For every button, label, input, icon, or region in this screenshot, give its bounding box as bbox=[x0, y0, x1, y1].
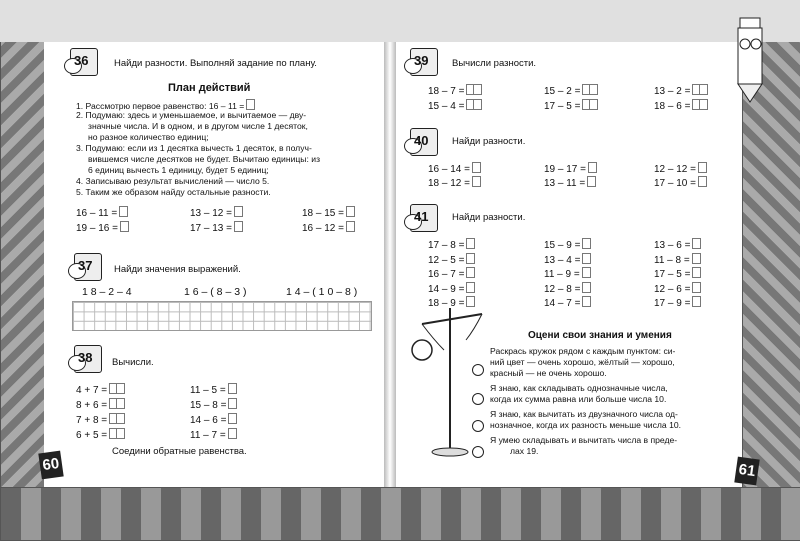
assessment-line: красный — не очень хорошо. bbox=[490, 368, 607, 378]
answer-box[interactable] bbox=[119, 206, 128, 217]
answer-box[interactable] bbox=[109, 398, 125, 409]
task-number: 36 bbox=[74, 53, 89, 68]
equation: 17 – 13 = bbox=[190, 221, 243, 234]
answer-box[interactable] bbox=[228, 383, 237, 394]
equation: 16 – 12 = bbox=[302, 221, 355, 234]
task-number: 37 bbox=[78, 258, 93, 273]
plan-line: 6 единиц вычесть 1 единицу, будет 5 единиц; bbox=[88, 165, 269, 175]
task-number: 40 bbox=[414, 133, 429, 148]
rating-circle[interactable] bbox=[472, 446, 484, 458]
answer-box[interactable] bbox=[466, 253, 475, 264]
plan-line: 4. Записываю результат вычислений — число 5. bbox=[76, 176, 270, 186]
answer-box[interactable] bbox=[582, 282, 591, 293]
equation: 14 – 7 = bbox=[544, 296, 591, 309]
task-40-badge bbox=[404, 128, 438, 158]
answer-box[interactable] bbox=[228, 413, 237, 424]
assessment-line: Раскрась кружок рядом с каждым пунктом: си- bbox=[490, 346, 676, 356]
answer-box[interactable] bbox=[466, 238, 475, 249]
book-spine bbox=[384, 42, 396, 487]
answer-box[interactable] bbox=[109, 413, 125, 424]
equation: 17 – 8 = bbox=[428, 238, 475, 251]
equation: 16 – 7 = bbox=[428, 267, 475, 280]
plan-line: 3. Подумаю: если из 1 десятка вычесть 1 десяток, в получ- bbox=[76, 143, 312, 153]
rating-circle[interactable] bbox=[472, 364, 484, 376]
plan-line: но разное количество единиц; bbox=[88, 132, 209, 142]
task-39-title: Вычисли разности. bbox=[452, 58, 537, 69]
equation: 18 – 15 = bbox=[302, 206, 355, 219]
plan-line: 1. Рассмотрю первое равенство: 16 – 11 = bbox=[76, 99, 255, 112]
answer-box[interactable] bbox=[692, 282, 701, 293]
expression: 1 8 – 2 – 4 bbox=[82, 286, 132, 298]
equation: 17 – 9 = bbox=[654, 296, 701, 309]
answer-box[interactable] bbox=[582, 238, 591, 249]
equation: 14 – 9 = bbox=[428, 282, 475, 295]
equation: 13 – 4 = bbox=[544, 253, 591, 266]
answer-box[interactable] bbox=[582, 267, 591, 278]
answer-box[interactable] bbox=[582, 296, 591, 307]
answer-box[interactable] bbox=[692, 296, 701, 307]
answer-box[interactable] bbox=[582, 253, 591, 264]
answer-box[interactable] bbox=[228, 428, 237, 439]
answer-box[interactable] bbox=[234, 206, 243, 217]
task-36-badge bbox=[64, 48, 98, 78]
answer-box[interactable] bbox=[472, 176, 481, 187]
plan-line: 5. Таким же образом найду остальные разности. bbox=[76, 187, 271, 197]
equation: 12 – 6 = bbox=[654, 282, 701, 295]
answer-box[interactable] bbox=[588, 162, 597, 173]
answer-box[interactable] bbox=[692, 238, 701, 249]
task-number: 38 bbox=[78, 350, 93, 365]
task-41-badge bbox=[404, 204, 438, 234]
equation: 14 – 6 = bbox=[190, 413, 237, 426]
answer-box[interactable] bbox=[692, 84, 708, 95]
task-39-badge bbox=[404, 48, 438, 78]
equation: 11 – 5 = bbox=[190, 383, 237, 396]
answer-box[interactable] bbox=[466, 84, 482, 95]
task-38-footer: Соедини обратные равенства. bbox=[112, 446, 247, 457]
answer-box[interactable] bbox=[246, 99, 255, 110]
equation: 13 – 12 = bbox=[190, 206, 243, 219]
assessment-line: нозначное, когда их разность меньше числа 10. bbox=[490, 420, 682, 430]
equation: 11 – 9 = bbox=[544, 267, 591, 280]
equation: 15 – 8 = bbox=[190, 398, 237, 411]
task-number: 41 bbox=[414, 209, 429, 224]
page-number-right: 61 bbox=[734, 457, 759, 486]
task-36-title: Найди разности. Выполняй задание по плану. bbox=[114, 58, 317, 69]
background-top bbox=[0, 0, 800, 42]
equation: 17 – 5 = bbox=[544, 99, 598, 112]
task-38-badge bbox=[68, 345, 102, 375]
task-41-title: Найди разности. bbox=[452, 212, 526, 223]
equation: 13 – 2 = bbox=[654, 84, 708, 97]
answer-box[interactable] bbox=[692, 99, 708, 110]
answer-box[interactable] bbox=[587, 176, 596, 187]
expression: 1 6 – ( 8 – 3 ) bbox=[184, 286, 247, 298]
equation: 11 – 7 = bbox=[190, 428, 237, 441]
task-40-title: Найди разности. bbox=[452, 136, 526, 147]
answer-box[interactable] bbox=[692, 253, 701, 264]
answer-box[interactable] bbox=[466, 267, 475, 278]
answer-box[interactable] bbox=[472, 162, 481, 173]
rating-circle[interactable] bbox=[472, 420, 484, 432]
equation: 12 – 5 = bbox=[428, 253, 475, 266]
plan-line: значные числа. И в одном, и в другом числе 1 десяток, bbox=[88, 121, 308, 131]
answer-box[interactable] bbox=[109, 428, 125, 439]
plan-line: 2. Подумаю: здесь и уменьшаемое, и вычитаемое — дву- bbox=[76, 110, 307, 120]
pencil-mascot-icon bbox=[728, 14, 772, 104]
equation: 6 + 5 = bbox=[76, 428, 125, 441]
answer-box[interactable] bbox=[109, 383, 125, 394]
equation: 19 – 16 = bbox=[76, 221, 129, 234]
equation: 12 – 12 = bbox=[654, 162, 707, 175]
task-37-title: Найди значения выражений. bbox=[114, 264, 241, 275]
assessment-line: лах 19. bbox=[510, 446, 539, 456]
equation: 4 + 7 = bbox=[76, 383, 125, 396]
scales-illustration bbox=[404, 300, 494, 460]
equation: 16 – 14 = bbox=[428, 162, 481, 175]
equation: 7 + 8 = bbox=[76, 413, 125, 426]
answer-box[interactable] bbox=[698, 176, 707, 187]
answer-box[interactable] bbox=[120, 221, 129, 232]
equation: 12 – 8 = bbox=[544, 282, 591, 295]
equation: 8 + 6 = bbox=[76, 398, 125, 411]
assessment-line: Я знаю, как складывать однозначные числа, bbox=[490, 383, 668, 393]
equation: 18 – 7 = bbox=[428, 84, 482, 97]
equation: 18 – 9 = bbox=[428, 296, 475, 309]
answer-box[interactable] bbox=[228, 398, 237, 409]
equation: 11 – 8 = bbox=[654, 253, 701, 266]
expression: 1 4 – ( 1 0 – 8 ) bbox=[286, 286, 358, 298]
answer-box[interactable] bbox=[698, 162, 707, 173]
assessment-title: Оцени свои знания и умения bbox=[528, 330, 672, 341]
equation: 13 – 11 = bbox=[544, 176, 596, 189]
background-books-bottom bbox=[0, 487, 800, 541]
equation: 15 – 9 = bbox=[544, 238, 591, 251]
task-37-badge bbox=[68, 253, 102, 283]
answer-box[interactable] bbox=[692, 267, 701, 278]
page-number-left: 60 bbox=[38, 451, 63, 480]
task-number: 39 bbox=[414, 53, 429, 68]
task-38-title: Вычисли. bbox=[112, 357, 154, 368]
answer-box[interactable] bbox=[234, 221, 243, 232]
equation: 15 – 2 = bbox=[544, 84, 598, 97]
assessment-line: Я умею складывать и вычитать числа в преде- bbox=[490, 435, 678, 445]
answer-box[interactable] bbox=[466, 99, 482, 110]
equation: 16 – 11 = bbox=[76, 206, 128, 219]
answer-grid[interactable] bbox=[72, 301, 372, 331]
equation: 17 – 10 = bbox=[654, 176, 707, 189]
answer-box[interactable] bbox=[346, 206, 355, 217]
answer-box[interactable] bbox=[466, 282, 475, 293]
plan-line: вившемся числе десятков не будет. Вычитаю единицы: из bbox=[88, 154, 321, 164]
equation: 15 – 4 = bbox=[428, 99, 482, 112]
answer-box[interactable] bbox=[582, 99, 598, 110]
assessment-line: Я знаю, как вычитать из двузначного числа од- bbox=[490, 409, 678, 419]
answer-box[interactable] bbox=[582, 84, 598, 95]
assessment-line: ний цвет — очень хорошо, жёлтый — хорошо, bbox=[490, 357, 675, 367]
answer-box[interactable] bbox=[346, 221, 355, 232]
equation: 17 – 5 = bbox=[654, 267, 701, 280]
equation: 19 – 17 = bbox=[544, 162, 597, 175]
assessment-line: когда их сумма равна или больше числа 10. bbox=[490, 394, 667, 404]
rating-circle[interactable] bbox=[472, 393, 484, 405]
equation: 18 – 6 = bbox=[654, 99, 708, 112]
equation: 18 – 12 = bbox=[428, 176, 481, 189]
equation: 13 – 6 = bbox=[654, 238, 701, 251]
plan-title: План действий bbox=[168, 82, 251, 94]
